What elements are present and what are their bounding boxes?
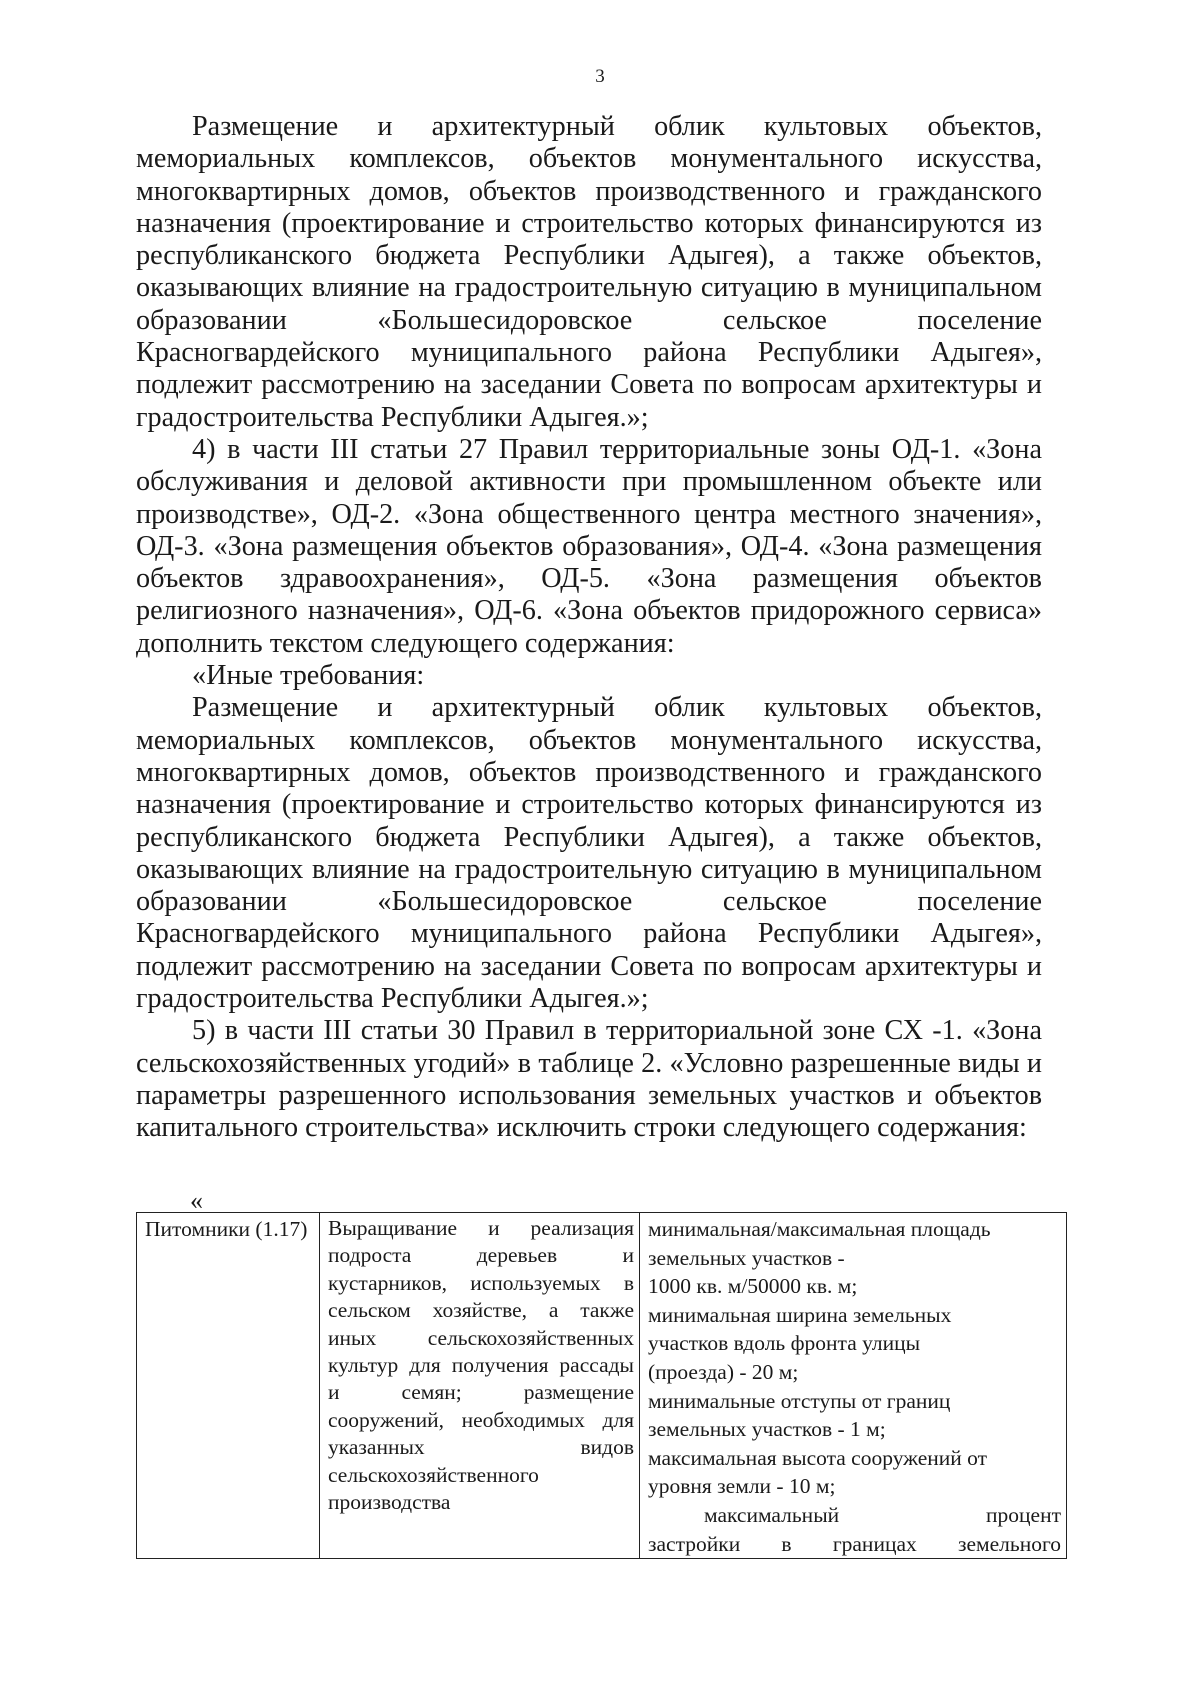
- page-number: 3: [595, 66, 605, 87]
- param-line: (проезда) - 20 м;: [648, 1359, 799, 1384]
- param-line: земельных участков - 1 м;: [648, 1417, 886, 1442]
- paragraph-item-5: 5) в части III статьи 30 Правил в территориальной зоне СХ -1. «Зона сельскохозяйственных угодий» в таблице 2. «Условно разрешенные виды и параметры разрешенного использования земельных участков и объектов капитального строительства» исключить строки следующего содержания:: [136, 1015, 1042, 1144]
- excluded-rows-table: [136, 1212, 1067, 1559]
- paragraph-architecture-review-2: Размещение и архитектурный облик культовых объектов, мемориальных комплексов, объектов монументального искусства, многоквартирных домов, объектов производственного и гражданского назначения (проектирование и строительство которых финансируются из республиканского бюджета Республики Адыгея), а также объектов, оказывающих влияние на градостроительную ситуацию в муниципальном образовании «Большесидоровское сельское поселение Красногвардейского муниципального района Республики Адыгея», подлежит рассмотрению на заседании Совета по вопросам архитектуры и градостроительства Республики Адыгея.»;: [136, 692, 1042, 1015]
- paragraph-other-requirements: «Иные требования:: [192, 660, 425, 692]
- param-line: застройки в границах земельного: [648, 1531, 1061, 1556]
- table-opening-quote: «: [190, 1186, 203, 1215]
- use-type-cell: Питомники (1.17): [137, 1213, 320, 1559]
- param-line: минимальная ширина земельных: [648, 1302, 952, 1327]
- param-line: максимальный процент: [704, 1502, 1061, 1527]
- param-line: уровня земли - 10 м;: [648, 1474, 836, 1499]
- param-line: участков вдоль фронта улицы: [648, 1331, 921, 1356]
- use-parameters-cell: [640, 1213, 1067, 1559]
- paragraph-architecture-review-1: Размещение и архитектурный облик культовых объектов, мемориальных комплексов, объектов монументального искусства, многоквартирных домов, объектов производственного и гражданского назначения (проектирование и строительство которых финансируются из республиканского бюджета Республики Адыгея), а также объектов, оказывающих влияние на градостроительную ситуацию в муниципальном образовании «Большесидоровское сельское поселение Красногвардейского муниципального района Республики Адыгея», подлежит рассмотрению на заседании Совета по вопросам архитектуры и градостроительства Республики Адыгея.»;: [136, 111, 1042, 433]
- param-line: минимальные отступы от границ: [648, 1388, 951, 1413]
- param-line: 1000 кв. м/50000 кв. м;: [648, 1274, 858, 1299]
- document-body: [136, 111, 1042, 1145]
- param-line: минимальная/максимальная площадь: [648, 1217, 991, 1241]
- param-line: максимальная высота сооружений от: [648, 1445, 988, 1470]
- param-line: земельных участков -: [648, 1245, 845, 1270]
- paragraph-item-4: 4) в части III статьи 27 Правил территориальные зоны ОД-1. «Зона обслуживания и деловой активности при промышленном объекте или производстве», ОД-2. «Зона общественного центра местного значения», ОД-3. «Зона размещения объектов образования», ОД-4. «Зона размещения объектов здравоохранения», ОД-5. «Зона размещения объектов религиозного назначения», ОД-6. «Зона объектов придорожного сервиса» дополнить текстом следующего содержания:: [136, 433, 1042, 659]
- use-description-cell: Выращивание и реализация подроста деревьев и кустарников, используемых в сельском хозяйстве, а также иных сельскохозяйственных культур для получения рассады и семян; размещение сооружений, необходимых для указанных видов сельскохозяйственного производства: [320, 1213, 640, 1559]
- table-row: [137, 1213, 1067, 1559]
